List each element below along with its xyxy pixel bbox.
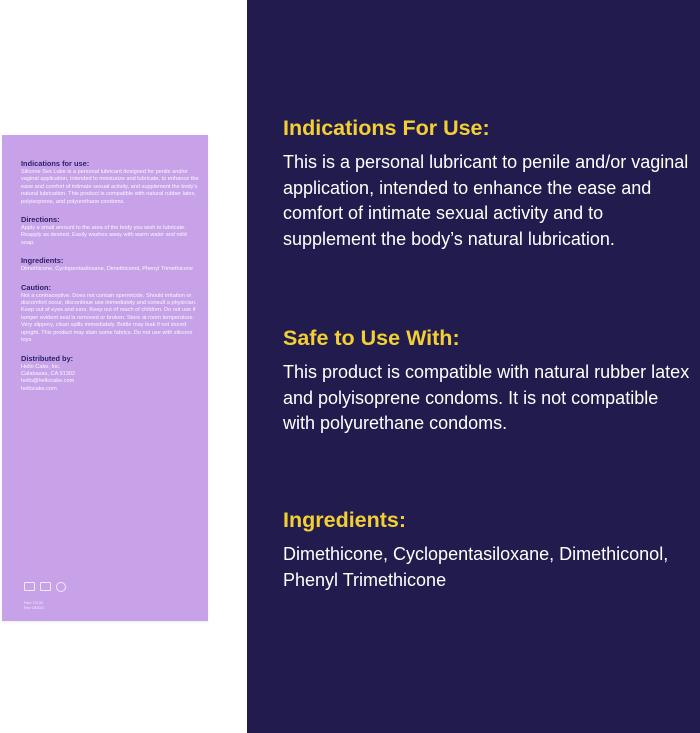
- part-code: Part: 70139: [24, 601, 43, 605]
- label-caution: [21, 283, 201, 345]
- recycle-arrows-icon: [56, 582, 66, 592]
- label-caution-heading: Caution:: [21, 282, 51, 292]
- label-distributor: [21, 354, 201, 394]
- label-caution-text: Not a contraceptive. Does not contain spermicide. Should irritation or discomfort occur, discontinue use immediately and consult a physician. Keep out of eyes and ears. Keep out of reach of children. Do not use if tamper evident seal is removed or broken. Store at room temperature. Very slippery, clean spills immediately. Bottle may leak if not stored upright. This product may stain some fabrics. Do not use with silicone toys.: [21, 292, 197, 344]
- safe-to-use-section: [283, 325, 693, 437]
- label-distributed-heading: Distributed by:: [21, 353, 74, 363]
- label-indications-text: Silicone Sex Lube is a personal lubricant designed for penile and/or vaginal application, intended to moisturize and lubricate, to enhance the ease and comfort of intimate sexual activity, and supplement the body's natural lubrication. This product is compatible with natural rubber latex, polyisoprene, and polyurethane condoms.: [21, 169, 199, 205]
- indications-body: This is a personal lubricant to penile and/or vaginal application, intended to enhance the ease and comfort of intimate sexual activity and to supplement the body’s natural lubrication.: [283, 152, 689, 249]
- safe-to-use-body: This product is compatible with natural rubber latex and polyisoprene condoms. It is not compatible with polyurethane condoms.: [283, 362, 690, 433]
- ingredients-body: Dimethicone, Cyclopentasiloxane, Dimethiconol, Phenyl Trimethicone: [283, 544, 669, 590]
- label-ingredients: [21, 256, 201, 273]
- safe-to-use-title: Safe to Use With:: [283, 326, 460, 350]
- label-directions: [21, 215, 201, 247]
- label-directions-text: Apply a small amount to the area of the body you wish to lubricate. Reapply as desired. Easily washes away with warm water and mild soap.: [21, 225, 187, 246]
- distributor-line: hello@hellocake.com: [21, 378, 75, 385]
- recycle-icon: [24, 582, 35, 591]
- label-indications: [21, 159, 201, 206]
- distributor-line: Calabasas, CA 91302: [21, 370, 76, 377]
- indications-section: [283, 115, 693, 252]
- label-ingredients-heading: Ingredients:: [21, 256, 64, 266]
- label-ingredients-text: Dimethicone, Cyclopentasiloxane, Dimethiconol, Phenyl Trimethicone: [21, 266, 193, 273]
- product-label: [2, 135, 208, 621]
- label-directions-heading: Directions:: [21, 215, 60, 225]
- info-panel: [247, 0, 700, 733]
- rev-code: Rev: 082021: [24, 606, 45, 610]
- label-codes: [24, 601, 44, 611]
- recycle-symbols: [24, 582, 66, 592]
- label-indications-heading: Indications for use:: [21, 159, 90, 168]
- box-icon: [40, 582, 51, 591]
- distributor-line: hellocake.com: [21, 385, 57, 392]
- indications-title: Indications For Use:: [283, 116, 490, 140]
- product-photo-area: [0, 0, 247, 733]
- ingredients-section: [283, 507, 693, 593]
- distributor-line: Hello Cake, Inc.: [21, 363, 61, 370]
- label-text-block: [21, 159, 201, 402]
- ingredients-title: Ingredients:: [283, 508, 407, 532]
